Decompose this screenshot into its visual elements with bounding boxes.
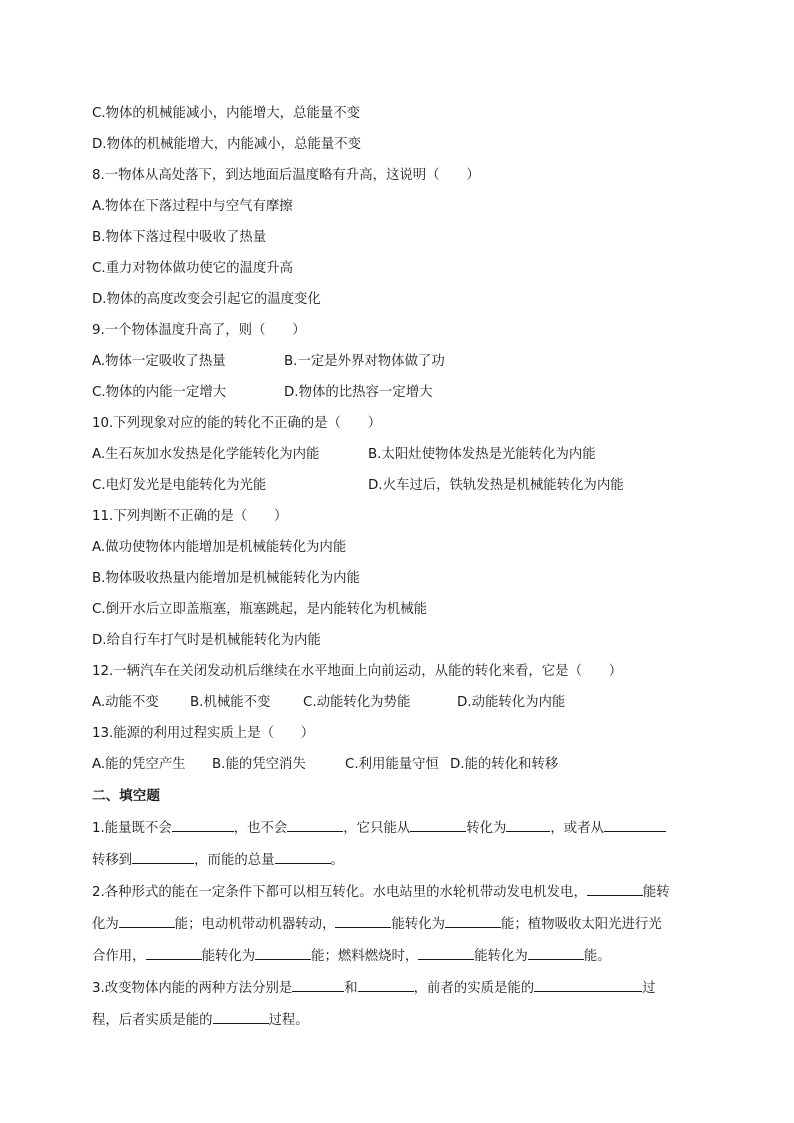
q8-option-a-row [92,191,704,222]
q13-option-c: C.利用能量守恒 [345,756,439,772]
q10-option-a: A.生石灰加水发热是化学能转化为内能 [92,446,320,462]
fill1-blank5[interactable] [604,817,666,832]
q9-stem-row [92,315,704,346]
q11-option-a: A.做功使物体内能增加是机械能转化为内能 [92,539,347,555]
fill2-part4: 能；电动机带动机器转动， [174,916,336,932]
q8-option-a: A.物体在下落过程中与空气有摩擦 [92,198,293,214]
q11-stem-row [92,501,704,532]
worksheet-page [92,98,704,1035]
fill1-part4: 转化为 [466,820,507,836]
fill3-blank4[interactable] [213,1009,269,1024]
q11-option-c-row [92,594,704,625]
fill2-part10: 能转化为 [474,948,528,964]
q12-options-row [92,687,704,718]
fill2-blank2[interactable] [119,913,175,928]
q13-option-d: D.能的转化和转移 [450,756,559,772]
q11-option-d: D.给自行车打气时是机械能转化为内能 [92,632,321,648]
fill1-blank3[interactable] [410,817,466,832]
q12-option-c: C.动能转化为势能 [303,694,411,710]
fill2-blank5[interactable] [146,945,202,960]
fill2-blank8[interactable] [528,945,584,960]
fill1-line1 [92,811,704,843]
q8-option-b-row [92,222,704,253]
q11-option-a-row [92,532,704,563]
section-title-fill-in: 二、填空题 [92,787,160,804]
fill2-part7: 合作用， [92,948,146,964]
fill1-part5: ，或者从 [550,820,604,836]
fill2-part6: 能；植物吸收太阳光进行光 [501,916,662,932]
q7-option-c: C.物体的机械能减小，内能增大，总能量不变 [92,105,361,121]
q10-option-d: D.火车过后，铁轨发热是机械能转化为内能 [368,477,624,493]
q11-option-b: B.物体吸收热量内能增加是机械能转化为内能 [92,570,360,586]
fill1-part2: ，也不会 [233,820,288,836]
fill2-blank1[interactable] [587,881,643,896]
q11-option-d-row [92,625,704,656]
q10-option-b: B.太阳灶使物体发热是光能转化为内能 [368,446,596,462]
fill1-blank7[interactable] [275,849,331,864]
q8-option-d: D.物体的高度改变会引起它的温度变化 [92,291,321,307]
q10-options-cd-row [92,470,704,501]
fill2-line1 [92,875,704,907]
fill2-part8: 能转化为 [201,948,256,964]
q8-stem-row [92,160,704,191]
fill1-blank4[interactable] [506,817,550,832]
q13-option-a: A.能的凭空产生 [92,756,186,772]
fill2-part2: 能转 [642,884,670,900]
fill1-part7: ，而能的总量 [194,852,275,868]
fill3-text-line2 [92,1009,309,1030]
q7-option-c-row [92,98,704,129]
q8-option-c: C.重力对物体做功使它的温度升高 [92,260,294,276]
fill1-part6: 转移到 [92,852,133,868]
fill3-line2 [92,1003,704,1035]
q11-option-c: C.倒开水后立即盖瓶塞，瓶塞跳起，是内能转化为机械能 [92,601,427,617]
fill3-part4: 过 [642,980,656,996]
fill2-text-line2 [92,913,662,934]
q12-stem: 12.一辆汽车在关闭发动机后继续在水平地面上向前运动，从能的转化来看，它是（ ） [92,663,623,679]
q13-stem: 13.能源的利用过程实质上是（ ） [92,725,315,741]
fill1-text-line2 [92,849,344,870]
q8-option-c-row [92,253,704,284]
fill2-blank3[interactable] [335,913,391,928]
q9-option-d: D.物体的比热容一定增大 [284,384,433,400]
fill2-part11: 能。 [583,948,611,964]
fill2-text-line1 [92,881,670,902]
fill2-part5: 能转化为 [391,916,446,932]
q9-options-cd-row [92,377,704,408]
q13-stem-row [92,718,704,749]
q9-options-ab-row [92,346,704,377]
fill2-text-line3 [92,945,611,966]
q11-option-b-row [92,563,704,594]
q8-stem: 8.一物体从高处落下，到达地面后温度略有升高，这说明（ ） [92,167,480,183]
fill3-text-line1 [92,977,656,998]
q8-option-b: B.物体下落过程中吸收了热量 [92,229,267,245]
fill3-blank2[interactable] [358,977,414,992]
q13-options-row [92,749,704,780]
fill2-part1: 2.各种形式的能在一定条件下都可以相互转化。水电站里的水轮机带动发电机发电， [92,884,587,900]
fill2-blank4[interactable] [445,913,501,928]
q10-option-c: C.电灯发光是电能转化为光能 [92,477,267,493]
q7-option-d-row [92,129,704,160]
fill1-part8: 。 [330,852,344,868]
fill2-line3 [92,939,704,971]
q10-stem-row [92,408,704,439]
q12-option-a: A.动能不变 [92,694,159,710]
q9-stem: 9.一个物体温度升高了，则（ ） [92,322,306,338]
fill2-blank6[interactable] [255,945,311,960]
q13-option-b: B.能的凭空消失 [212,756,306,772]
fill1-part1: 1.能量既不会 [92,820,172,836]
fill2-line2 [92,907,704,939]
fill3-blank1[interactable] [292,977,344,992]
q8-option-d-row [92,284,704,315]
fill3-blank3[interactable] [534,977,642,992]
fill1-blank6[interactable] [132,849,194,864]
q7-option-d: D.物体的机械能增大，内能减小，总能量不变 [92,136,361,152]
fill3-part6: 过程。 [268,1012,309,1028]
fill3-part1: 3.改变物体内能的两种方法分别是 [92,980,293,996]
q9-option-c: C.物体的内能一定增大 [92,384,227,400]
fill2-part3: 化为 [92,916,119,932]
q12-option-b: B.机械能不变 [190,694,271,710]
fill3-line1 [92,971,704,1003]
fill3-part2: 和 [344,980,358,996]
fill3-part3: ，前者的实质是能的 [413,980,535,996]
q12-option-d: D.动能转化为内能 [457,694,566,710]
fill1-line2 [92,843,704,875]
fill1-text-line1 [92,817,666,838]
q9-option-a: A.物体一定吸收了热量 [92,353,226,369]
fill1-part3: ，它只能从 [343,820,411,836]
q11-stem: 11.下列判断不正确的是（ ） [92,508,288,524]
q9-option-b: B.一定是外界对物体做了功 [284,353,445,369]
fill1-blank1[interactable] [172,817,234,832]
fill3-part5: 程，后者实质是能的 [92,1012,213,1028]
fill2-part9: 能；燃料燃烧时， [311,948,419,964]
fill2-blank7[interactable] [418,945,474,960]
fill1-blank2[interactable] [287,817,343,832]
q12-stem-row [92,656,704,687]
q10-options-ab-row [92,439,704,470]
section2-title-row [92,780,704,811]
q10-stem: 10.下列现象对应的能的转化不正确的是（ ） [92,415,382,431]
